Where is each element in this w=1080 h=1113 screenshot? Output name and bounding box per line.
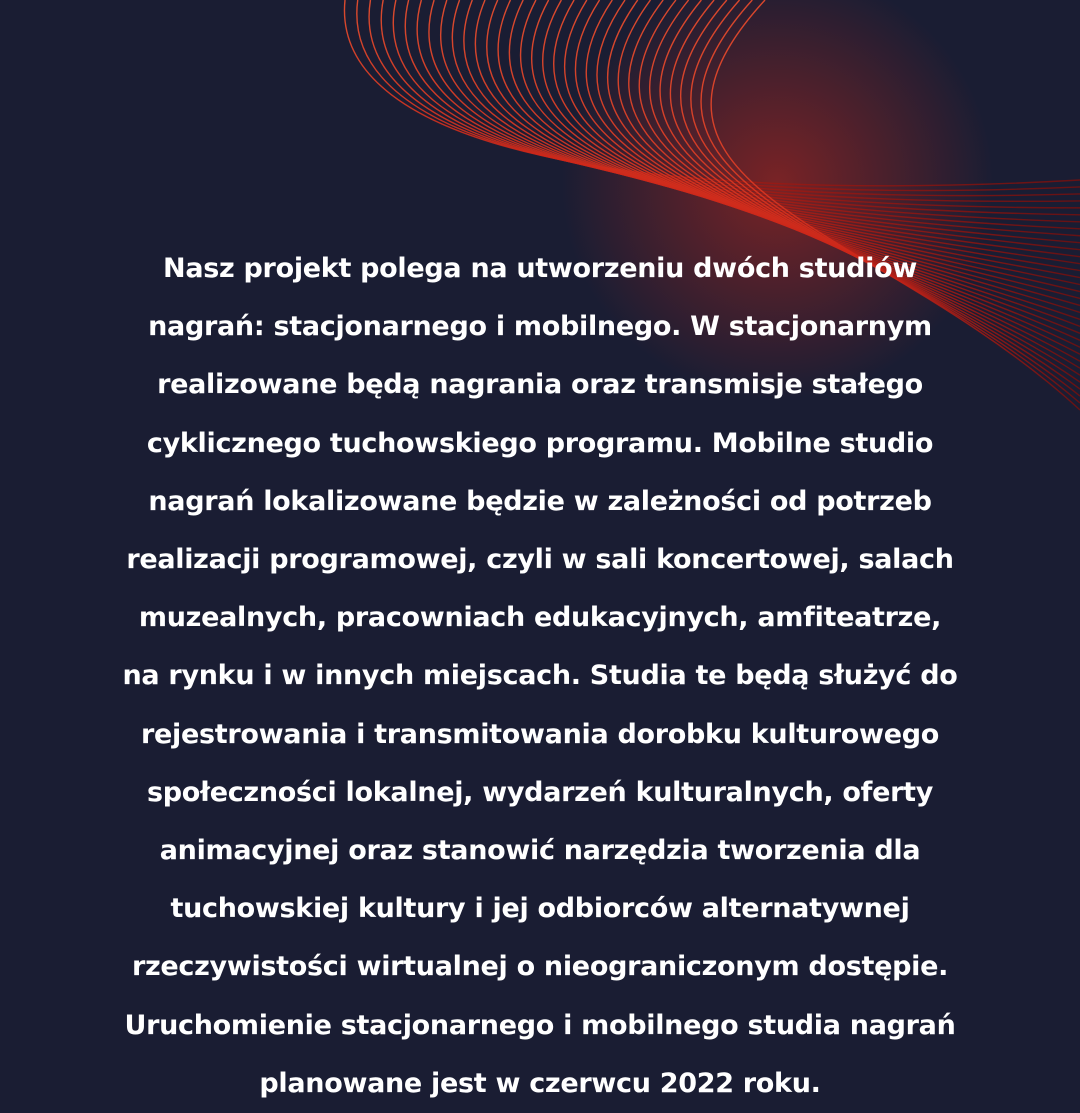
text-line: rejestrowania i transmitowania dorobku kulturowego — [141, 718, 939, 750]
text-line: tuchowskiej kultury i jej odbiorców alternatywnej — [170, 893, 910, 925]
text-line: społeczności lokalnej, wydarzeń kulturalnych, oferty — [146, 776, 934, 808]
text-line: animacyjnej oraz stanowić narzędzia tworzenia dla — [159, 835, 921, 867]
text-line: muzealnych, pracowniach edukacyjnych, amfiteatrze, — [138, 602, 942, 634]
text-line: nagrań lokalizowane będzie w zależności od potrzeb — [148, 485, 932, 517]
text-line: rzeczywistości wirtualnej o nieograniczonym dostępie. — [131, 951, 949, 983]
text-line: nagrań: stacjonarnego i mobilnego. W stacjonarnym — [148, 311, 932, 343]
description-text — [90, 240, 990, 1113]
text-line: realizacji programowej, czyli w sali koncertowej, salach — [126, 544, 954, 576]
text-line: Nasz projekt polega na utworzeniu dwóch studiów — [163, 253, 917, 284]
text-line: realizowane będą nagrania oraz transmisje stałego — [157, 369, 923, 401]
text-line: Uruchomienie stacjonarnego i mobilnego studia nagrań — [124, 1009, 956, 1041]
text-line: na rynku i w innych miejscach. Studia te będą służyć do — [122, 660, 958, 692]
text-line: cyklicznego tuchowskiego programu. Mobilne studio — [146, 427, 934, 459]
text-line: planowane jest w czerwcu 2022 roku. — [259, 1067, 821, 1099]
